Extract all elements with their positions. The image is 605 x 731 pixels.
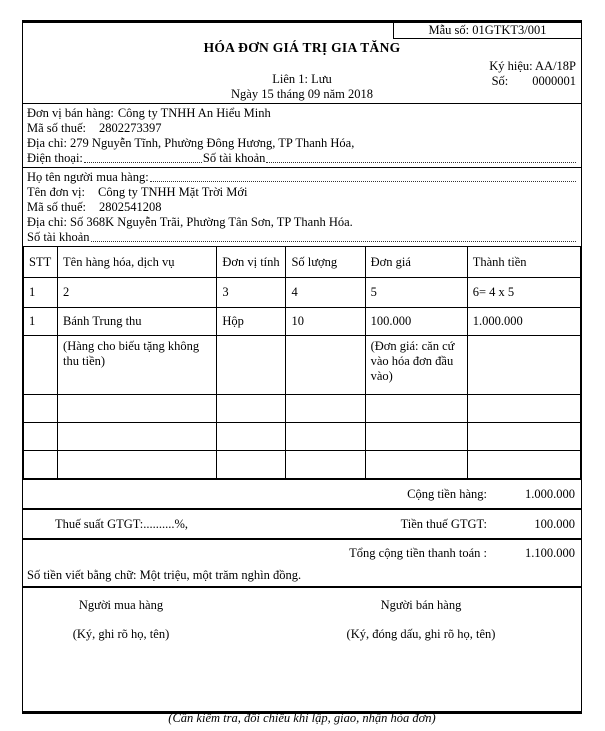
- column-header-amount: Thành tiền: [467, 247, 580, 278]
- invoice-date: Ngày 15 tháng 09 năm 2018: [231, 87, 373, 101]
- signature-section: [23, 586, 581, 731]
- buyer-tax-line: [27, 200, 577, 215]
- grand-total-value: 1.100.000: [525, 545, 575, 560]
- account-dotted-fill: [266, 162, 576, 163]
- col-no: 5: [365, 278, 467, 308]
- subtotal-value: 1.000.000: [525, 486, 575, 501]
- seller-phone-label: Điện thoại:: [27, 151, 83, 165]
- buyer-section: [23, 167, 581, 246]
- buyer-signature-block: [51, 598, 191, 642]
- tax-row: [23, 508, 581, 538]
- item-price: 100.000: [365, 308, 467, 336]
- item-qty: 10: [286, 308, 365, 336]
- invoice-number-label: Số:: [491, 74, 509, 88]
- form-number: Mẫu số: 01GTKT3/001: [393, 23, 581, 39]
- item-amount: 1.000.000: [467, 308, 580, 336]
- vat-invoice: [22, 20, 582, 725]
- gift-price-note: (Đơn giá: căn cứ vào hóa đơn đầu vào): [365, 336, 467, 395]
- serial-number: Ký hiệu: AA/18P: [489, 59, 576, 73]
- seller-tax-line: [27, 121, 577, 136]
- column-header-unit: Đơn vị tính: [217, 247, 286, 278]
- grand-total-section: [23, 538, 581, 586]
- empty-cell: [24, 395, 58, 423]
- empty-row: [24, 395, 581, 423]
- item-row: [24, 308, 581, 336]
- verification-note: (Cần kiểm tra, đối chiếu khi lập, giao, nhận hóa đơn): [168, 711, 436, 725]
- invoice-title: HÓA ĐƠN GIÁ TRỊ GIA TĂNG: [203, 40, 401, 55]
- seller-address: Địa chỉ: 279 Nguyễn Tĩnh, Phường Đông Hương, TP Thanh Hóa,: [27, 136, 355, 150]
- subtotal-row: [23, 480, 581, 508]
- buyer-account-label: Số tài khoản: [27, 230, 90, 244]
- tax-label: Tiền thuế GTGT:: [400, 516, 487, 531]
- empty-cell: [467, 451, 580, 480]
- empty-cell: [365, 451, 467, 480]
- buyer-company-label: Tên đơn vị:: [27, 185, 85, 199]
- seller-tax-label: Mã số thuế:: [27, 121, 87, 135]
- buyer-company-line: [27, 185, 577, 200]
- grand-total-row: [23, 540, 581, 566]
- amount-in-words: Số tiền viết bằng chữ: Một triệu, một trăm nghìn đồng.: [27, 568, 302, 582]
- empty-cell: [58, 395, 217, 423]
- gift-qty: [286, 336, 365, 395]
- empty-cell: [365, 395, 467, 423]
- buyer-person-label: Họ tên người mua hàng:: [27, 170, 149, 184]
- gift-unit: [217, 336, 286, 395]
- empty-cell: [365, 423, 467, 451]
- empty-cell: [58, 423, 217, 451]
- copy-info: Liên 1: Lưu: [272, 72, 332, 86]
- item-unit: Hộp: [217, 308, 286, 336]
- table-header-row: [24, 247, 581, 278]
- seller-signature-block: [331, 598, 511, 642]
- tax-rate-label: Thuế suất GTGT:..........%,: [55, 516, 189, 531]
- empty-row: [24, 423, 581, 451]
- column-number-row: [24, 278, 581, 308]
- item-name: Bánh Trung thu: [58, 308, 217, 336]
- buyer-company: Công ty TNHH Mặt Trời Mới: [98, 185, 248, 199]
- buyer-tax-code: 2802541208: [99, 200, 162, 214]
- empty-cell: [286, 451, 365, 480]
- empty-cell: [24, 451, 58, 480]
- buyer-account-line: [27, 230, 577, 245]
- seller-name: Công ty TNHH An Hiểu Minh: [117, 106, 271, 120]
- buyer-tax-label: Mã số thuế:: [27, 200, 87, 214]
- items-table: [23, 246, 581, 480]
- tax-value: 100.000: [534, 516, 575, 531]
- buyer-signature-title: Người mua hàng: [78, 598, 164, 612]
- buyer-person-dotted-fill: [150, 181, 576, 182]
- empty-cell: [286, 395, 365, 423]
- seller-phone-account-line: [27, 151, 577, 166]
- buyer-account-dotted-fill: [91, 241, 577, 242]
- empty-cell: [58, 451, 217, 480]
- subtotal-label: Cộng tiền hàng:: [407, 486, 487, 501]
- col-no: 4: [286, 278, 365, 308]
- empty-cell: [286, 423, 365, 451]
- empty-cell: [217, 395, 286, 423]
- buyer-signature-note: (Ký, ghi rõ họ, tên): [72, 627, 170, 641]
- phone-dotted-fill: [84, 162, 202, 163]
- seller-signature-title: Người bán hàng: [380, 598, 462, 612]
- seller-signature-note: (Ký, đóng dấu, ghi rõ họ, tên): [346, 627, 496, 641]
- empty-cell: [467, 395, 580, 423]
- grand-total-label: Tổng cộng tiền thanh toán :: [349, 545, 487, 560]
- column-header-price: Đơn giá: [365, 247, 467, 278]
- gift-note-row: [24, 336, 581, 395]
- invoice-number-value: 0000001: [532, 74, 576, 88]
- buyer-person-line: [27, 170, 577, 185]
- empty-row: [24, 451, 581, 480]
- gift-stt: [24, 336, 58, 395]
- empty-cell: [217, 451, 286, 480]
- gift-amount: [467, 336, 580, 395]
- col-no: 3: [217, 278, 286, 308]
- empty-cell: [24, 423, 58, 451]
- gift-note: (Hàng cho biếu tặng không thu tiền): [58, 336, 217, 395]
- buyer-address: Địa chỉ: Số 368K Nguyễn Trãi, Phường Tân Sơn, TP Thanh Hóa.: [27, 215, 353, 229]
- column-header-stt: STT: [24, 247, 58, 278]
- empty-cell: [217, 423, 286, 451]
- col-no: 1: [24, 278, 58, 308]
- seller-account-label: Số tài khoản: [202, 151, 266, 165]
- item-stt: 1: [24, 308, 58, 336]
- col-no: 6= 4 x 5: [467, 278, 580, 308]
- seller-name-line: [27, 106, 577, 121]
- col-no: 2: [58, 278, 217, 308]
- seller-name-label: Đơn vị bán hàng:: [27, 106, 114, 120]
- seller-tax-code: 2802273397: [99, 121, 162, 135]
- empty-cell: [467, 423, 580, 451]
- seller-section: [23, 103, 581, 167]
- column-header-qty: Số lượng: [286, 247, 365, 278]
- column-header-item: Tên hàng hóa, dịch vụ: [58, 247, 217, 278]
- invoice-header: [23, 23, 581, 103]
